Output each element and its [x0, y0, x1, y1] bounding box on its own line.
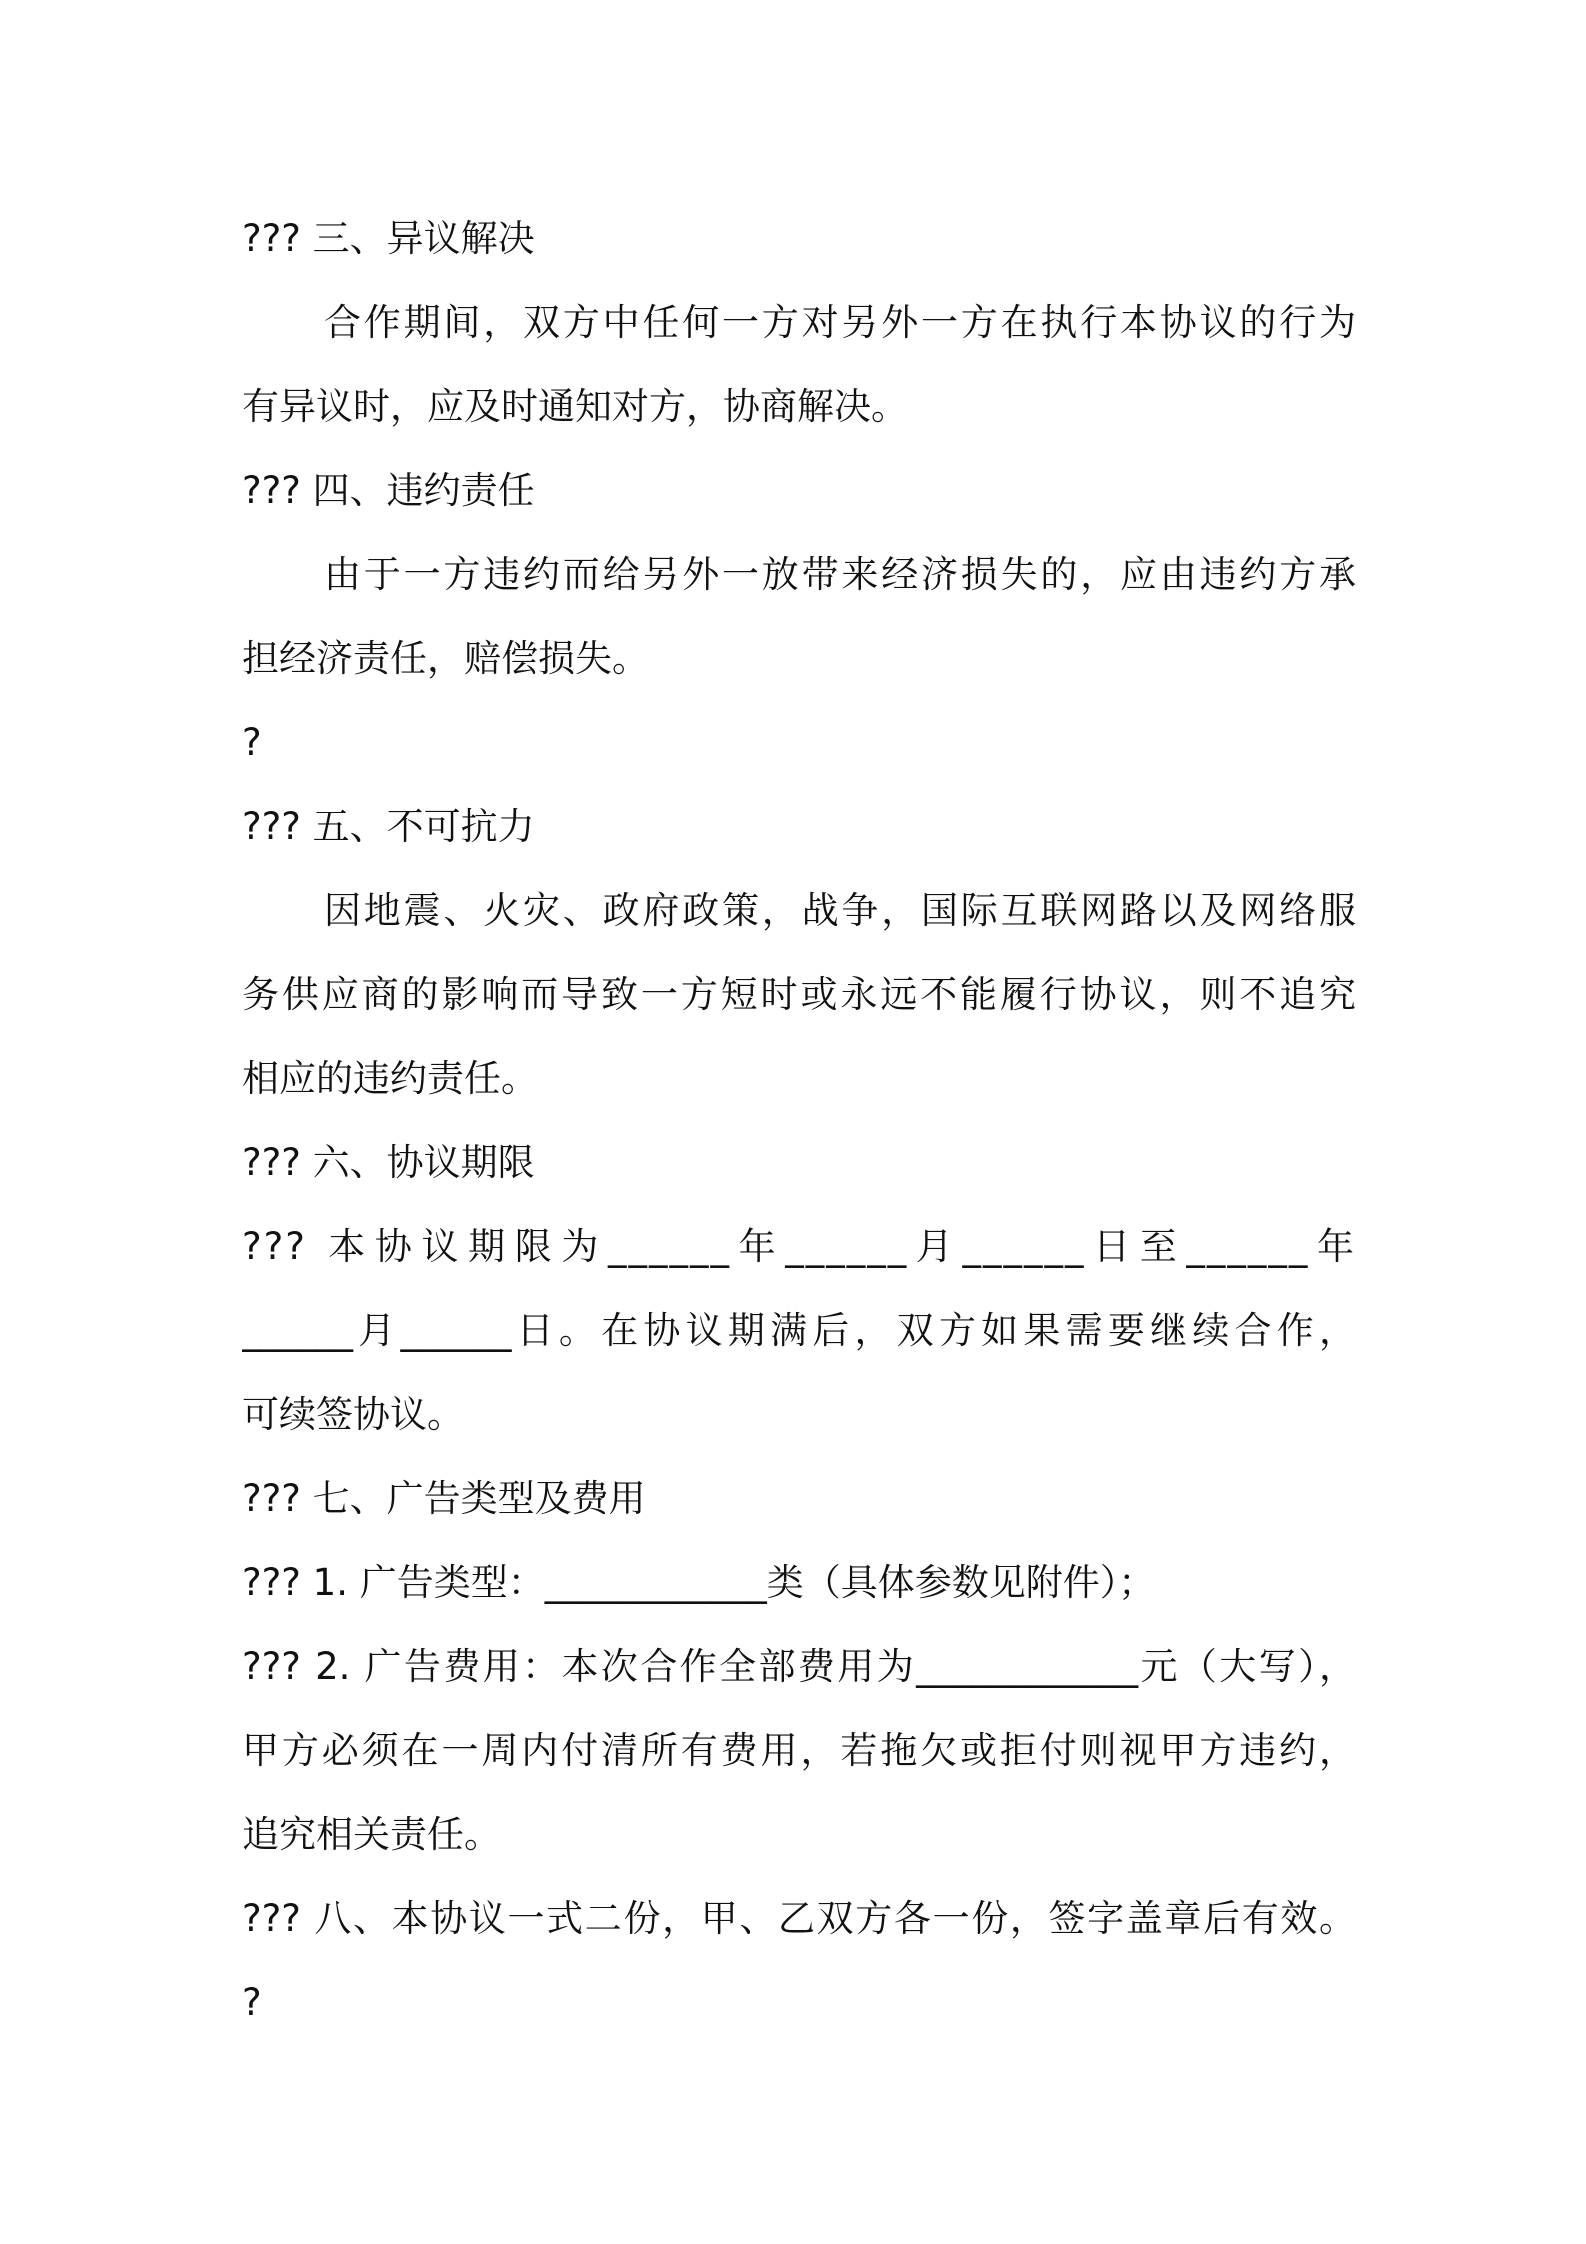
blank-line-1: ? — [242, 721, 262, 764]
section-heading-7: ??? 七、广告类型及费用 — [242, 1477, 646, 1520]
paragraph-4-line-1: 由于一方违约而给另外一放带来经济损失的，应由违约方承 — [324, 553, 1356, 596]
paragraph-5-line-2: 务供应商的影响而导致一方短时或永远不能履行协议，则不追究 — [242, 973, 1356, 1016]
item-2-ad-fee-line-3: 追究相关责任。 — [242, 1813, 501, 1856]
paragraph-6-line-3: 可续签协议。 — [242, 1393, 464, 1436]
paragraph-3-line-1: 合作期间，双方中任何一方对另外一方在执行本协议的行为 — [324, 301, 1356, 344]
section-heading-3: ??? 三、异议解决 — [242, 217, 535, 260]
paragraph-6-line-2: ______月______日。在协议期满后，双方如果需要继续合作， — [242, 1309, 1356, 1352]
section-heading-6: ??? 六、协议期限 — [242, 1141, 535, 1184]
paragraph-3-line-2: 有异议时，应及时通知对方，协商解决。 — [242, 385, 908, 428]
paragraph-4-line-2: 担经济责任，赔偿损失。 — [242, 637, 649, 680]
section-heading-8: ??? 八、本协议一式二份，甲、乙双方各一份，签字盖章后有效。 — [242, 1897, 1356, 1940]
section-heading-5: ??? 五、不可抗力 — [242, 805, 535, 848]
item-2-ad-fee-line-2: 甲方必须在一周内付清所有费用，若拖欠或拒付则视甲方违约， — [242, 1729, 1356, 1772]
paragraph-6-line-1: ??? 本协议期限为______年______月______日至______年 — [242, 1225, 1356, 1268]
item-1-ad-type: ??? 1. 广告类型：____________类（具体参数见附件）； — [242, 1561, 1156, 1604]
section-heading-4: ??? 四、违约责任 — [242, 469, 535, 512]
blank-line-2: ? — [242, 1981, 262, 2024]
document-body — [242, 197, 1356, 2045]
paragraph-5-line-3: 相应的违约责任。 — [242, 1057, 538, 1100]
paragraph-5-line-1: 因地震、火灾、政府政策，战争，国际互联网路以及网络服 — [324, 889, 1356, 932]
item-2-ad-fee-line-1: ??? 2. 广告费用：本次合作全部费用为____________元（大写）， — [242, 1645, 1356, 1688]
